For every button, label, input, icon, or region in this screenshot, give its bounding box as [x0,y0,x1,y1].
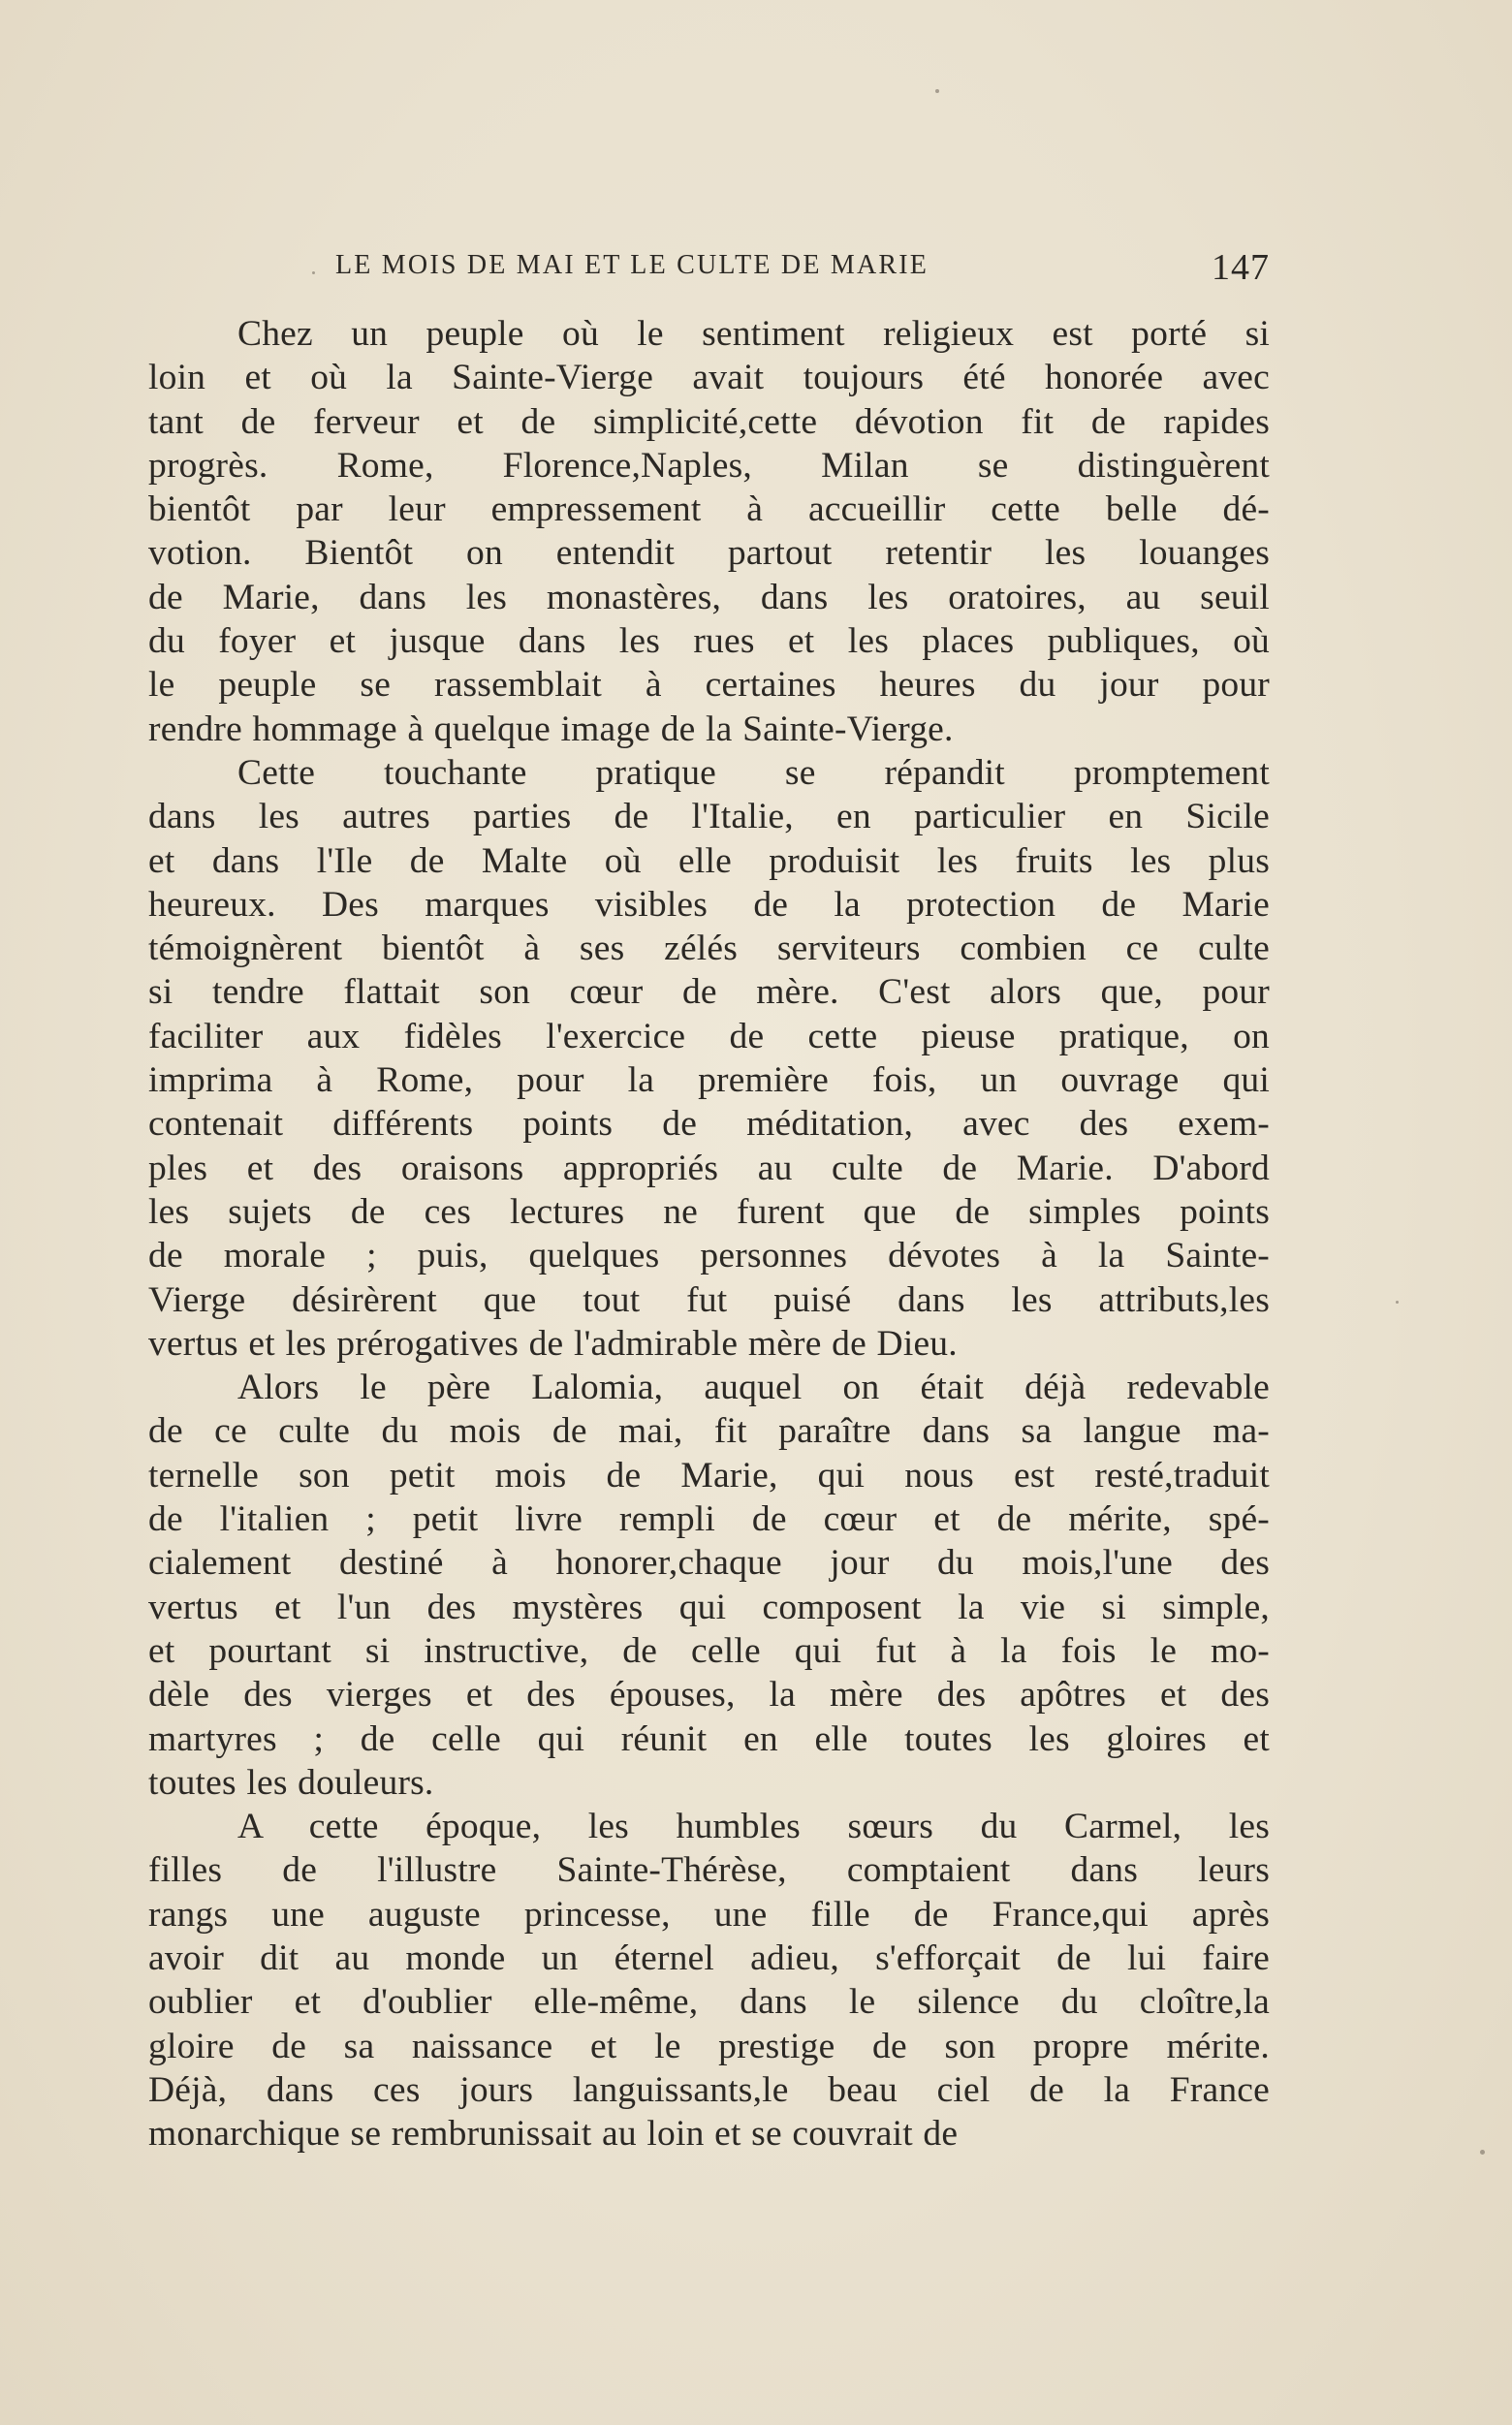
body-text [148,312,1270,2156]
text-line: Chez un peuple où le sentiment religieux est porté si [237,314,1270,354]
paragraph [148,751,1270,1366]
text-line: avoir dit au monde un éternel adieu, s'efforçait de lui faire [148,1937,1270,1978]
paragraph [148,312,1270,751]
text-line: oublier et d'oublier elle-même, dans le silence du cloître,la [148,1982,1270,2023]
text-line: et dans l'Ile de Malte où elle produisit les fruits les plus [148,840,1270,881]
text-line: vertus et les prérogatives de l'admirable mère de Dieu. [148,1323,958,1364]
text-line: A cette époque, les humbles sœurs du Carmel, les [237,1807,1270,1847]
text-line: ples et des oraisons appropriés au culte de Marie. D'abord [148,1148,1270,1188]
text-line: filles de l'illustre Sainte-Thérèse, comptaient dans leurs [148,1850,1270,1891]
text-line: les sujets de ces lectures ne furent que de simples points [148,1191,1270,1232]
paper-speck [312,271,315,274]
text-line: loin et où la Sainte-Vierge avait toujours été honorée avec [148,358,1270,398]
text-line: tant de ferveur et de simplicité,cette dévotion fit de rapides [148,401,1270,442]
text-line: dans les autres parties de l'Italie, en particulier en Sicile [148,797,1270,837]
text-line: progrès. Rome, Florence,Naples, Milan se distinguèrent [148,445,1270,486]
text-line: imprima à Rome, pour la première fois, un ouvrage qui [148,1060,1270,1101]
text-line: cialement destiné à honorer,chaque jour du mois,l'une des [148,1543,1270,1584]
text-line: bientôt par leur empressement à accueillir cette belle dé- [148,489,1270,530]
text-line: toutes les douleurs. [148,1762,434,1803]
text-line: de l'italien ; petit livre rempli de cœur et de mérite, spé- [148,1499,1270,1540]
paper-speck [1396,1301,1399,1304]
text-line: et pourtant si instructive, de celle qui fut à la fois le mo- [148,1630,1270,1671]
text-line: martyres ; de celle qui réunit en elle toutes les gloires et [148,1718,1270,1759]
text-line: rendre hommage à quelque image de la Sainte-Vierge. [148,709,954,749]
paper-speck [1480,2150,1485,2155]
text-line: heureux. Des marques visibles de la protection de Marie [148,884,1270,925]
text-line: rangs une auguste princesse, une fille de France,qui après [148,1894,1270,1935]
running-title: LE MOIS DE MAI ET LE CULTE DE MARIE [335,250,929,280]
text-line: ternelle son petit mois de Marie, qui nous est resté,traduit [148,1455,1270,1496]
text-line: de morale ; puis, quelques personnes dévotes à la Sainte- [148,1236,1270,1276]
paper-speck [935,89,939,93]
text-line: de ce culte du mois de mai, fit paraître dans sa langue ma- [148,1411,1270,1452]
text-line: de Marie, dans les monastères, dans les oratoires, au seuil [148,577,1270,617]
text-line: gloire de sa naissance et le prestige de son propre mérite. [148,2026,1270,2066]
text-line: Alors le père Lalomia, auquel on était déjà redevable [237,1368,1270,1408]
text-line: du foyer et jusque dans les rues et les places publiques, où [148,621,1270,662]
text-line: Vierge désirèrent que tout fut puisé dans les attributs,les [148,1279,1270,1320]
paragraph [148,1366,1270,1805]
text-line: témoignèrent bientôt à ses zélés serviteurs combien ce culte [148,929,1270,969]
text-line: dèle des vierges et des épouses, la mère des apôtres et des [148,1675,1270,1716]
page-number: 147 [1212,247,1270,288]
text-line: faciliter aux fidèles l'exercice de cette pieuse pratique, on [148,1016,1270,1056]
text-line: le peuple se rassemblait à certaines heures du jour pour [148,665,1270,706]
text-line: Cette touchante pratique se répandit promptement [237,752,1270,793]
text-line: si tendre flattait son cœur de mère. C'est alors que, pour [148,972,1270,1013]
text-line: Déjà, dans ces jours languissants,le beau ciel de la France [148,2069,1270,2110]
text-line: monarchique se rembrunissait au loin et se couvrait de [148,2114,959,2155]
text-line: votion. Bientôt on entendit partout retentir les louanges [148,533,1270,574]
text-line: vertus et l'un des mystères qui composent la vie si simple, [148,1587,1270,1627]
page-header [145,244,1270,293]
paragraph [148,1805,1270,2156]
text-line: contenait différents points de méditation, avec des exem- [148,1104,1270,1145]
